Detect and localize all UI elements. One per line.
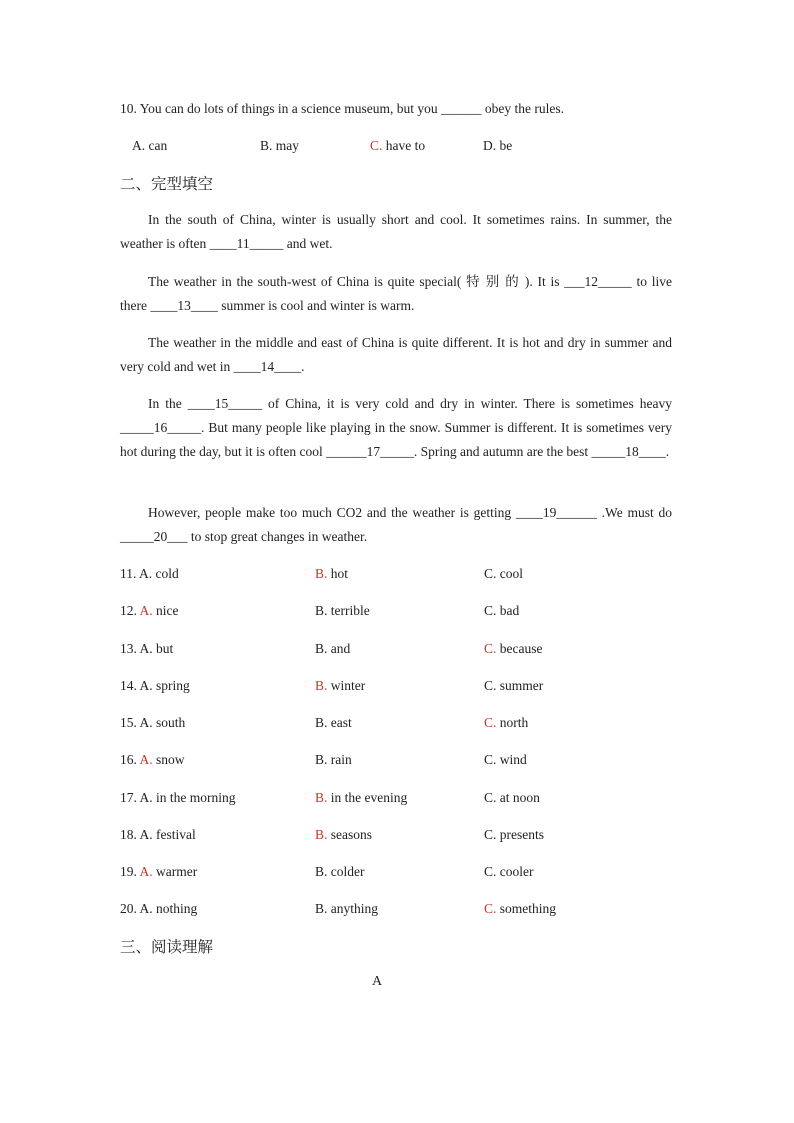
option-text: terrible [330, 603, 370, 618]
option-letter: B. [315, 603, 328, 618]
question-number: 19. [120, 864, 137, 879]
choice-row [120, 599, 672, 623]
choice-row [120, 748, 672, 772]
choice-option-c [484, 599, 519, 623]
passage-paragraph-5: However, people make too much CO2 and the weather is getting ____19______ .We must do _____20___ to stop great changes in weather. [120, 505, 672, 544]
choice-option-b [315, 786, 407, 810]
q10-option-a: A. can [132, 138, 168, 153]
option-letter: C. [484, 641, 497, 656]
option-text: hot [330, 566, 349, 581]
option-text: nice [156, 603, 179, 618]
choice-option-b [315, 748, 352, 772]
option-text: bad [499, 603, 520, 618]
choice-option-c [484, 786, 540, 810]
choice-option-a [120, 599, 179, 623]
reading-passage-label: A [372, 974, 383, 989]
passage-paragraph-2: The weather in the south-west of China is quite special( 特 别 的 ). It is ___12_____ to live there ____13____ summer is cool and winter is warm. [120, 274, 672, 313]
option-letter: C. [484, 901, 497, 916]
choice-option-a [120, 786, 236, 810]
option-text: east [330, 715, 352, 730]
option-letter: C. [484, 827, 497, 842]
choice-option-a [120, 711, 185, 735]
option-letter: C. [484, 790, 497, 805]
option-text: winter [330, 678, 366, 693]
choice-option-b [315, 711, 352, 735]
option-text: at noon [499, 790, 540, 805]
option-letter: B. [315, 641, 328, 656]
option-text: south [156, 715, 186, 730]
choice-row [120, 674, 672, 698]
choice-option-b [315, 897, 378, 921]
option-text: snow [156, 752, 185, 767]
choice-option-b [315, 562, 348, 586]
option-letter: B. [315, 752, 328, 767]
option-text: presents [499, 827, 545, 842]
choice-option-a [120, 674, 190, 698]
question-number: 20. [120, 901, 137, 916]
option-letter: A. [139, 901, 153, 916]
option-letter: A. [139, 752, 153, 767]
option-text: in the evening [330, 790, 408, 805]
option-text: and [330, 641, 351, 656]
question-number: 11. [120, 566, 137, 581]
choice-option-c [484, 748, 527, 772]
choice-row [120, 711, 672, 735]
option-text: seasons [330, 827, 373, 842]
choice-option-b [315, 823, 372, 847]
choice-row [120, 637, 672, 661]
choice-option-a [120, 562, 179, 586]
option-text: nothing [156, 901, 198, 916]
question-number: 15. [120, 715, 137, 730]
choice-row [120, 860, 672, 884]
option-letter: C. [484, 678, 497, 693]
option-letter: A. [139, 566, 153, 581]
option-letter: B. [315, 901, 328, 916]
choice-option-c [484, 897, 556, 921]
q10-option-b: B. may [260, 138, 300, 153]
option-text: in the morning [156, 790, 236, 805]
choice-option-c [484, 711, 528, 735]
option-letter: A. [139, 827, 153, 842]
passage-paragraph-4: In the ____15_____ of China, it is very cold and dry in winter. There is sometimes heavy _____16_____. But many people like playing in the snow. Summer is different. It is sometimes very hot during the day, but it is often cool ______17_____. Spring and autumn are the best _____18____. [120, 396, 672, 459]
choice-option-a [120, 860, 197, 884]
choice-option-c [484, 674, 543, 698]
q10-option-c: C. have to [370, 138, 426, 153]
choice-option-a [120, 748, 185, 772]
choice-option-c [484, 823, 544, 847]
option-letter: B. [315, 715, 328, 730]
option-text: because [499, 641, 543, 656]
q10-option-d: D. be [483, 138, 513, 153]
option-text: summer [499, 678, 544, 693]
option-text: north [499, 715, 529, 730]
option-letter: B. [315, 790, 328, 805]
choice-option-a [120, 897, 197, 921]
choice-row [120, 897, 672, 921]
option-letter: B. [315, 678, 328, 693]
section-2-title: 二、完型填空 [120, 175, 214, 193]
section-3-title: 三、阅读理解 [120, 938, 214, 956]
option-letter: A. [139, 603, 153, 618]
choice-option-c [484, 637, 543, 661]
passage-paragraph-3: The weather in the middle and east of China is quite different. It is hot and dry in summer and very cold and wet in ____14____. [120, 335, 672, 374]
option-text: cool [499, 566, 524, 581]
choice-option-a [120, 637, 173, 661]
option-letter: B. [315, 864, 328, 879]
choice-option-b [315, 637, 350, 661]
option-letter: C. [484, 566, 497, 581]
option-text: cooler [499, 864, 534, 879]
option-letter: C. [484, 603, 497, 618]
option-text: something [499, 901, 557, 916]
option-letter: A. [139, 678, 153, 693]
choice-option-c [484, 860, 534, 884]
option-text: spring [156, 678, 190, 693]
choice-option-c [484, 562, 523, 586]
answer-marker: C. [370, 138, 383, 153]
question-number: 16. [120, 752, 137, 767]
option-text: but [156, 641, 174, 656]
choice-row [120, 786, 672, 810]
choice-option-b [315, 674, 365, 698]
choice-row [120, 823, 672, 847]
option-text: colder [330, 864, 365, 879]
choice-option-b [315, 860, 365, 884]
choice-option-b [315, 599, 370, 623]
question-number: 17. [120, 790, 137, 805]
option-letter: A. [139, 790, 153, 805]
option-text: anything [330, 901, 379, 916]
choice-row [120, 562, 672, 586]
question-number: 13. [120, 641, 137, 656]
option-text: festival [156, 827, 196, 842]
question-number: 18. [120, 827, 137, 842]
option-letter: A. [139, 715, 153, 730]
option-text: cold [155, 566, 179, 581]
option-letter: A. [139, 864, 153, 879]
option-letter: B. [315, 827, 328, 842]
question-10-stem: 10. You can do lots of things in a science museum, but you ______ obey the rules. [120, 101, 564, 116]
option-text: warmer [156, 864, 198, 879]
option-letter: C. [484, 752, 497, 767]
option-letter: A. [139, 641, 153, 656]
choice-option-a [120, 823, 196, 847]
passage-paragraph-1: In the south of China, winter is usually short and cool. It sometimes rains. In summer, the weather is often ____11_____ and wet. [120, 212, 672, 251]
option-text: rain [330, 752, 352, 767]
option-letter: B. [315, 566, 328, 581]
option-text: wind [499, 752, 527, 767]
option-letter: C. [484, 864, 497, 879]
question-number: 14. [120, 678, 137, 693]
option-letter: C. [484, 715, 497, 730]
question-number: 12. [120, 603, 137, 618]
